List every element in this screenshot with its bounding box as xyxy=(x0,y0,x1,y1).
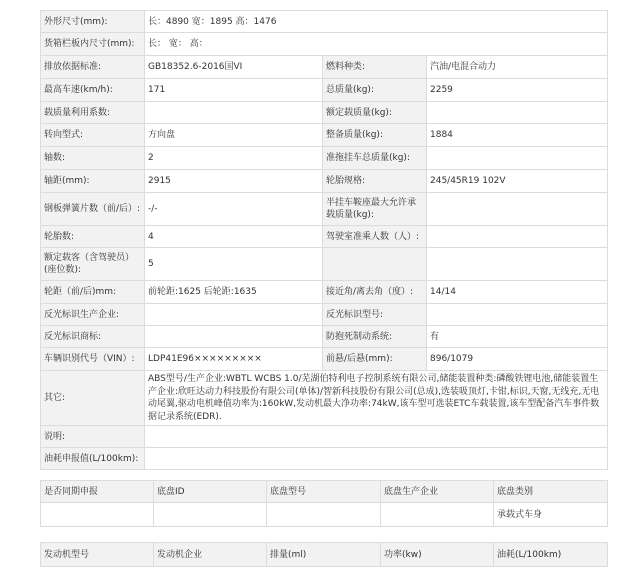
chassis-table xyxy=(40,480,608,527)
spec-label: 其它: xyxy=(41,371,145,426)
spec-row xyxy=(41,248,608,281)
table-cell xyxy=(381,503,494,527)
spec-row-dimensions xyxy=(41,11,608,33)
spec-label: 说明: xyxy=(41,426,145,448)
spec-value: 5 xyxy=(145,248,323,281)
spec-label: 燃料种类: xyxy=(323,56,427,79)
spec-label: 轴数: xyxy=(41,147,145,170)
table-cell xyxy=(41,503,154,527)
spec-value: GB18352.6-2016国VI xyxy=(145,56,323,79)
spec-value: 方向盘 xyxy=(145,124,323,147)
spec-label: 最高车速(km/h): xyxy=(41,79,145,102)
spec-row xyxy=(41,170,608,193)
column-header: 排量(ml) xyxy=(267,543,381,567)
spec-row-notes xyxy=(41,426,608,448)
vin-value: LDP41E96××××××××× xyxy=(145,348,323,371)
spec-value: 汽油/电混合动力 xyxy=(427,56,608,79)
spec-value xyxy=(145,448,608,470)
vehicle-spec-table xyxy=(40,10,608,470)
chassis-header-row xyxy=(41,481,608,503)
table-cell xyxy=(154,503,267,527)
spec-label: 轮胎数: xyxy=(41,226,145,248)
spec-label: 防抱死制动系统: xyxy=(323,326,427,348)
column-header: 油耗(L/100km) xyxy=(494,543,608,567)
spec-row xyxy=(41,304,608,326)
engine-header-row xyxy=(41,543,608,567)
spec-value: 长：4890 宽：1895 高：1476 xyxy=(145,11,608,33)
spec-value: 14/14 xyxy=(427,281,608,304)
column-header: 底盘ID xyxy=(154,481,267,503)
spec-row xyxy=(41,102,608,124)
spec-label: 准拖挂车总质量(kg): xyxy=(323,147,427,170)
spec-value: 2 xyxy=(145,147,323,170)
spec-value: 前轮距:1625 后轮距:1635 xyxy=(145,281,323,304)
spec-row-fuel xyxy=(41,448,608,470)
spec-label: 整备质量(kg): xyxy=(323,124,427,147)
spec-value: 4 xyxy=(145,226,323,248)
spec-row xyxy=(41,281,608,304)
spec-label: 钢板弹簧片数（前/后）: xyxy=(41,193,145,226)
spec-row xyxy=(41,226,608,248)
spec-label: 载质量利用系数: xyxy=(41,102,145,124)
spec-value xyxy=(145,326,323,348)
table-row xyxy=(41,503,608,527)
spec-value: 245/45R19 102V xyxy=(427,170,608,193)
spec-row xyxy=(41,124,608,147)
spec-value xyxy=(145,426,608,448)
spec-value: -/- xyxy=(145,193,323,226)
spec-label: 驾驶室准乘人数（人）: xyxy=(323,226,427,248)
column-header: 底盘类别 xyxy=(494,481,608,503)
spec-value xyxy=(427,193,608,226)
column-header: 发动机企业 xyxy=(154,543,267,567)
spec-row-cargo-box xyxy=(41,33,608,56)
spec-value xyxy=(145,102,323,124)
spec-value: 有 xyxy=(427,326,608,348)
spec-value: 896/1079 xyxy=(427,348,608,371)
other-notes: ABS型号/生产企业:WBTL WCBS 1.0/芜湖伯特利电子控制系统有限公司,储能装置种类:磷酸铁锂电池,储能装置生产企业:欣旺达动力科技股份有限公司(单体)/智新科技股份有限公司(总成),选装吸顶灯,卡钳,标识,天窗,无线充,无电动尾翼,驱动电机峰值功率为:160kW,发动机最大净功率:74kW,该车型可选装ETC车载装置,该车型配备汽车事件数据记录系统(EDR). xyxy=(145,371,608,426)
spec-row-other xyxy=(41,371,608,426)
column-header: 发动机型号 xyxy=(41,543,154,567)
spec-label: 额定载客（含驾驶员）(座位数): xyxy=(41,248,145,281)
spec-row xyxy=(41,56,608,79)
column-header: 底盘生产企业 xyxy=(381,481,494,503)
spec-value: 2259 xyxy=(427,79,608,102)
spec-label: 货箱栏板内尺寸(mm): xyxy=(41,33,145,56)
spec-label: 反光标识商标: xyxy=(41,326,145,348)
spec-label: 接近角/离去角（度）: xyxy=(323,281,427,304)
spec-label: 外形尺寸(mm): xyxy=(41,11,145,33)
engine-table xyxy=(40,542,608,567)
spec-value xyxy=(427,248,608,281)
spec-label: 总质量(kg): xyxy=(323,79,427,102)
spec-label: 半挂车鞍座最大允许承载质量(kg): xyxy=(323,193,427,226)
spec-row-vin xyxy=(41,348,608,371)
spec-row xyxy=(41,79,608,102)
spec-row xyxy=(41,326,608,348)
spec-label: 油耗申报值(L/100km): xyxy=(41,448,145,470)
spec-label: 轴距(mm): xyxy=(41,170,145,193)
spec-row xyxy=(41,147,608,170)
spec-value xyxy=(427,147,608,170)
spec-value xyxy=(427,226,608,248)
spec-label: 排放依据标准: xyxy=(41,56,145,79)
spec-label: 反光标识型号: xyxy=(323,304,427,326)
column-header: 底盘型号 xyxy=(267,481,381,503)
spec-value xyxy=(427,304,608,326)
spec-label: 额定载质量(kg): xyxy=(323,102,427,124)
column-header: 功率(kw) xyxy=(381,543,494,567)
spec-label: 反光标识生产企业: xyxy=(41,304,145,326)
spec-row xyxy=(41,193,608,226)
spec-label: 前悬/后悬(mm): xyxy=(323,348,427,371)
spec-value xyxy=(145,304,323,326)
table-cell xyxy=(267,503,381,527)
spec-value: 2915 xyxy=(145,170,323,193)
spec-label xyxy=(323,248,427,281)
spec-value xyxy=(427,102,608,124)
column-header: 是否同期申报 xyxy=(41,481,154,503)
spec-label: 车辆识别代号（VIN）: xyxy=(41,348,145,371)
spec-value: 长： 宽： 高： xyxy=(145,33,608,56)
table-cell: 承载式车身 xyxy=(494,503,608,527)
spec-label: 转向型式: xyxy=(41,124,145,147)
spec-label: 轮距（前/后)mm: xyxy=(41,281,145,304)
spec-value: 171 xyxy=(145,79,323,102)
spec-value: 1884 xyxy=(427,124,608,147)
spec-label: 轮胎规格: xyxy=(323,170,427,193)
